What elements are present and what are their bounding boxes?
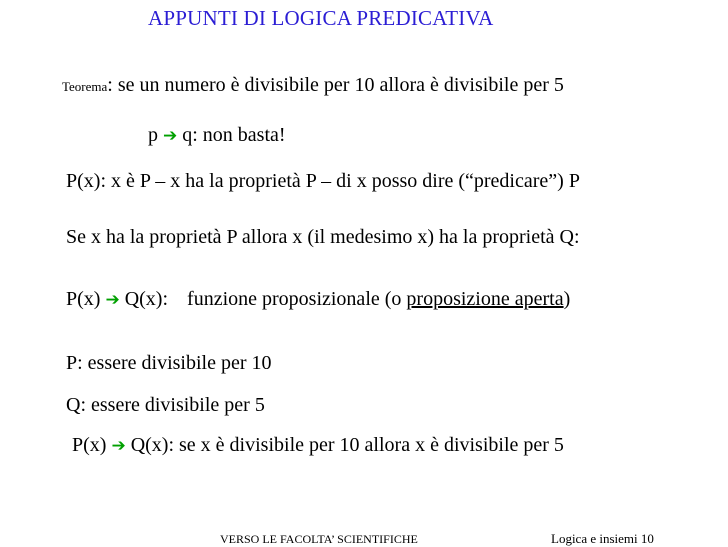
implication-p: p: [148, 124, 163, 146]
arrow-right-icon: ➔: [105, 290, 120, 310]
example-text: Q(x): se x è divisibile per 10 allora x è divisibile per 5: [125, 434, 564, 456]
theorem-label: Teorema: [62, 79, 108, 94]
implication-q-note: q: non basta!: [177, 124, 286, 146]
p-meaning: P: essere divisibile per 10: [66, 352, 272, 374]
func-px: P(x): [66, 288, 106, 310]
theorem-text: se un numero è divisibile per 10 allora è divisibile per 5: [112, 74, 564, 96]
footer-course: VERSO LE FACOLTA’ SCIENTIFICHE: [220, 532, 418, 546]
footer-page: Logica e insiemi 10: [551, 531, 654, 546]
predicate-definition: P(x): x è P – x ha la proprietà P – di x posso dire (“predicare”) P: [66, 170, 580, 192]
example-implication: [72, 434, 564, 457]
func-description: funzione proposizionale (o: [182, 288, 407, 310]
implication-note: [148, 124, 286, 147]
theorem-separator: :: [107, 74, 113, 96]
arrow-right-icon: ➔: [163, 126, 178, 146]
same-x-statement: Se x ha la proprietà P allora x (il medesimo x) ha la proprietà Q:: [66, 226, 580, 248]
propositional-function-line: [66, 288, 570, 311]
theorem-statement: [62, 74, 564, 97]
arrow-right-icon: ➔: [111, 436, 126, 456]
func-qx: Q(x):: [119, 288, 169, 310]
page-title: APPUNTI DI LOGICA PREDICATIVA: [148, 6, 494, 30]
open-proposition-term: proposizione aperta: [406, 288, 564, 310]
func-close-paren: ): [563, 288, 571, 310]
example-px: P(x): [72, 434, 112, 456]
q-meaning: Q: essere divisibile per 5: [66, 394, 265, 416]
